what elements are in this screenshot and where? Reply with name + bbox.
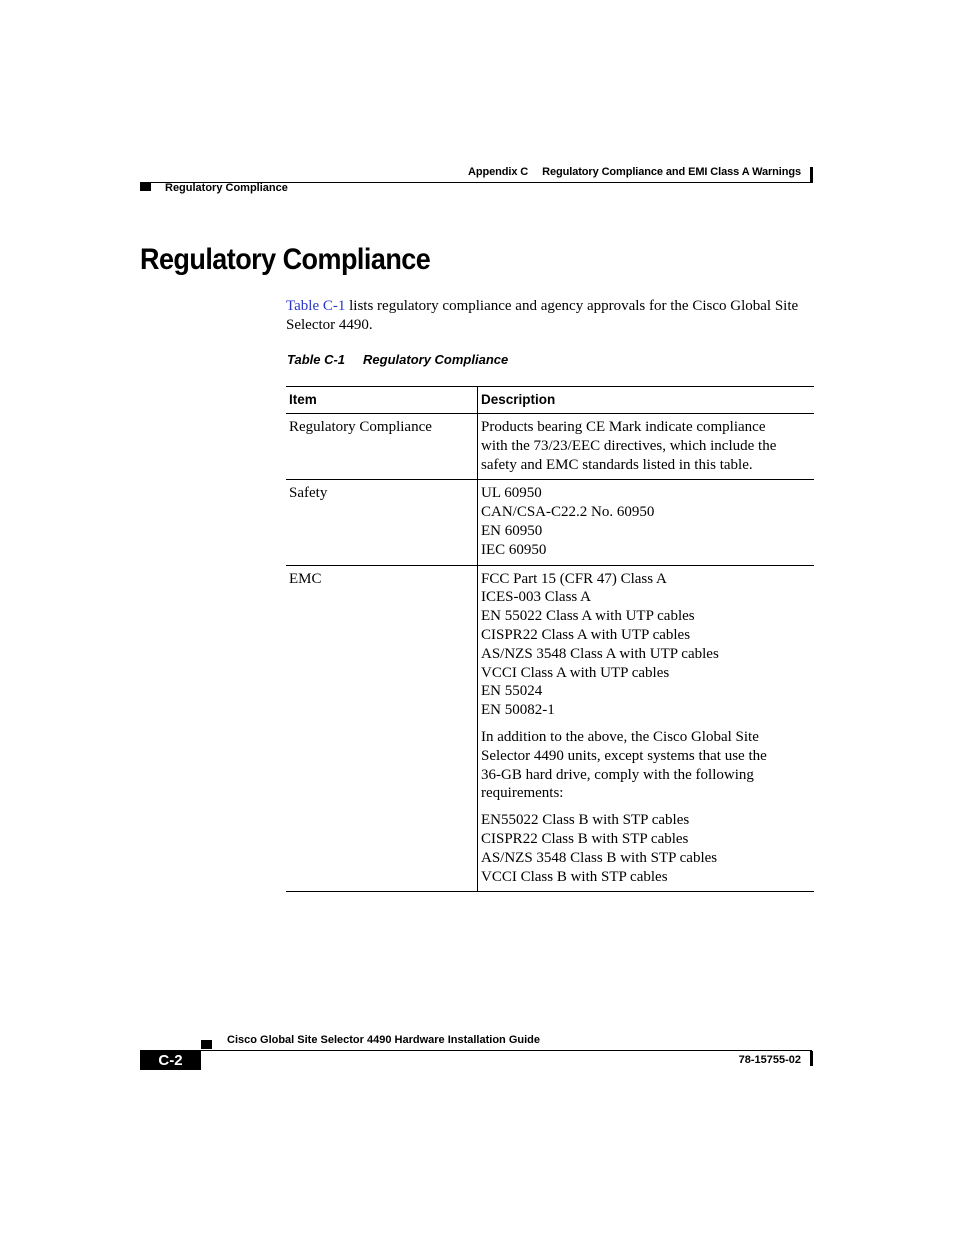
- description-line: In addition to the above, the Cisco Global Site: [481, 728, 759, 745]
- cell-description: [478, 414, 815, 480]
- description-paragraph: [481, 484, 811, 559]
- description-paragraph: [481, 728, 811, 803]
- table-row: [286, 480, 814, 565]
- footer-page-number: C-2: [140, 1051, 201, 1070]
- description-line: IEC 60950: [481, 541, 547, 558]
- table-caption-number: Table C-1: [287, 352, 346, 367]
- description-line: CAN/CSA-C22.2 No. 60950: [481, 504, 655, 521]
- description-line: requirements:: [481, 785, 564, 802]
- cell-item: EMC: [286, 565, 478, 892]
- description-paragraph: [481, 811, 811, 886]
- description-line: with the 73/23/EEC directives, which include the: [481, 437, 777, 454]
- table-c1-link[interactable]: Table C-1: [286, 298, 346, 314]
- description-line: VCCI Class A with UTP cables: [481, 664, 670, 681]
- header-square-icon: [140, 183, 151, 191]
- footer-doc-number: 78-15755-02: [738, 1054, 801, 1066]
- header-section: Regulatory Compliance: [165, 182, 288, 194]
- table-row: [286, 414, 814, 480]
- intro-text: lists regulatory compliance and agency approvals for the Cisco Global Site Selector 4490.: [286, 298, 799, 333]
- table-caption: [287, 352, 508, 367]
- column-header-description: Description: [478, 387, 815, 414]
- regulatory-compliance-table: [286, 386, 814, 892]
- description-line: safety and EMC standards listed in this table.: [481, 456, 753, 473]
- footer-rule: [140, 1050, 812, 1051]
- header-chapter-title: Regulatory Compliance and EMI Class A Warnings: [542, 166, 801, 178]
- table-caption-title: Regulatory Compliance: [363, 352, 509, 367]
- description-line: AS/NZS 3548 Class A with UTP cables: [481, 645, 719, 662]
- header-appendix: Appendix C: [468, 166, 529, 178]
- cell-item: Safety: [286, 480, 478, 565]
- table-row: [286, 565, 814, 892]
- footer-square-icon: [201, 1040, 212, 1049]
- description-line: EN 55024: [481, 683, 543, 700]
- intro-paragraph: [286, 297, 816, 334]
- footer-guide-title: Cisco Global Site Selector 4490 Hardware Installation Guide: [227, 1034, 540, 1046]
- description-paragraph: [481, 570, 811, 720]
- column-header-item: Item: [286, 387, 478, 414]
- cell-item: Regulatory Compliance: [286, 414, 478, 480]
- description-line: Products bearing CE Mark indicate compliance: [481, 419, 766, 435]
- description-line: EN 60950: [481, 522, 543, 539]
- header-marker-bar: [810, 167, 813, 183]
- table-header-row: [286, 387, 814, 414]
- description-line: CISPR22 Class B with STP cables: [481, 830, 689, 847]
- cell-description: [478, 565, 815, 892]
- description-line: FCC Part 15 (CFR 47) Class A: [481, 570, 667, 587]
- description-line: UL 60950: [481, 485, 542, 502]
- footer-marker-bar: [810, 1051, 813, 1066]
- cell-description: [478, 480, 815, 565]
- description-line: EN 50082-1: [481, 702, 555, 719]
- description-line: EN55022 Class B with STP cables: [481, 812, 690, 829]
- description-line: EN 55022 Class A with UTP cables: [481, 608, 695, 625]
- description-line: 36-GB hard drive, comply with the following: [481, 766, 754, 783]
- page-title: Regulatory Compliance: [140, 243, 431, 276]
- description-line: AS/NZS 3548 Class B with STP cables: [481, 849, 718, 866]
- description-line: CISPR22 Class A with UTP cables: [481, 626, 691, 643]
- description-paragraph: [481, 418, 811, 474]
- description-line: ICES-003 Class A: [481, 589, 592, 606]
- description-line: Selector 4490 units, except systems that use the: [481, 747, 767, 764]
- running-header-chapter: [468, 166, 801, 178]
- description-line: VCCI Class B with STP cables: [481, 868, 668, 885]
